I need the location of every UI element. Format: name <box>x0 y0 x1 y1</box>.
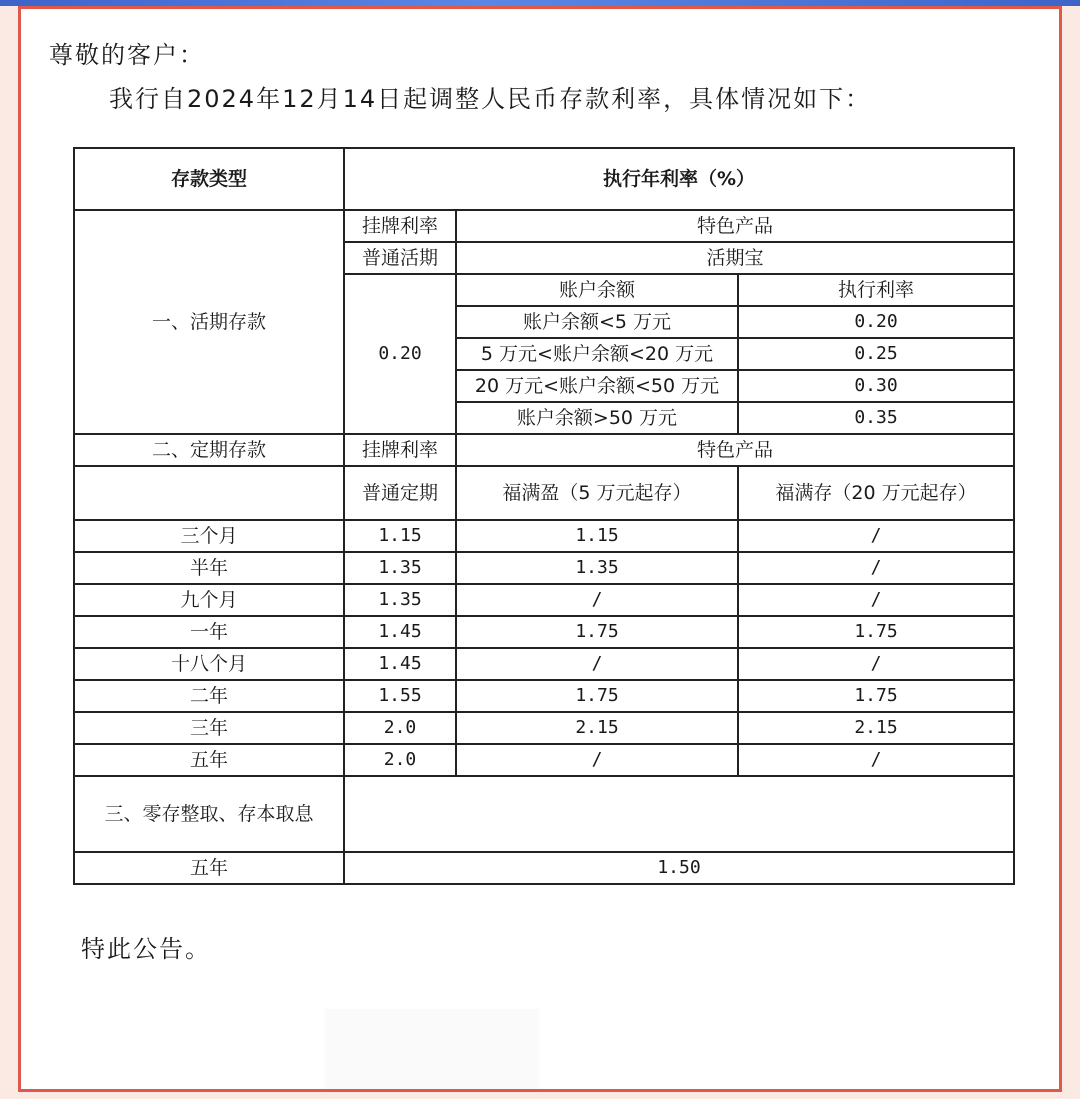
regular-rate: 2.0 <box>344 744 456 776</box>
demand-regular-label: 普通活期 <box>344 242 456 274</box>
greeting: 尊敬的客户： <box>49 41 205 69</box>
col-balance-header: 账户余额 <box>456 274 738 306</box>
table-row <box>74 584 1014 616</box>
tier-balance: 20 万元<账户余额<50 万元 <box>456 370 738 402</box>
table-header-row <box>74 148 1014 210</box>
demand-regular-rate: 0.20 <box>344 274 456 434</box>
closing-text: 特此公告。 <box>81 935 211 963</box>
empty-cell <box>344 776 1014 852</box>
demand-featured-label: 特色产品 <box>456 210 1014 242</box>
product2-rate: / <box>738 520 1014 552</box>
regular-rate: 1.35 <box>344 552 456 584</box>
installment-term: 五年 <box>74 852 344 884</box>
product2-rate: 1.75 <box>738 616 1014 648</box>
product1-rate: 1.15 <box>456 520 738 552</box>
tier-rate: 0.20 <box>738 306 1014 338</box>
fixed-listed-label: 挂牌利率 <box>344 434 456 466</box>
product2-rate: / <box>738 584 1014 616</box>
tier-balance: 账户余额<5 万元 <box>456 306 738 338</box>
product1-rate: / <box>456 648 738 680</box>
tier-balance: 账户余额>50 万元 <box>456 402 738 434</box>
fixed-product2-label: 福满存（20 万元起存） <box>738 466 1014 520</box>
regular-rate: 1.35 <box>344 584 456 616</box>
term-label: 三个月 <box>74 520 344 552</box>
term-label: 一年 <box>74 616 344 648</box>
tier-rate: 0.30 <box>738 370 1014 402</box>
table-row <box>74 776 1014 852</box>
product1-rate: 2.15 <box>456 712 738 744</box>
table-row <box>74 552 1014 584</box>
rate-table <box>73 147 1015 885</box>
header-annual-rate: 执行年利率（%） <box>344 148 1014 210</box>
faded-watermark <box>325 1009 539 1089</box>
regular-rate: 1.45 <box>344 616 456 648</box>
installment-label: 三、零存整取、存本取息 <box>74 776 344 852</box>
term-label: 二年 <box>74 680 344 712</box>
product1-rate: / <box>456 584 738 616</box>
term-label: 三年 <box>74 712 344 744</box>
table-row <box>74 648 1014 680</box>
table-row <box>74 852 1014 884</box>
installment-rate: 1.50 <box>344 852 1014 884</box>
product2-rate: / <box>738 744 1014 776</box>
regular-rate: 1.55 <box>344 680 456 712</box>
table-row <box>74 434 1014 466</box>
term-label: 五年 <box>74 744 344 776</box>
col-rate-header: 执行利率 <box>738 274 1014 306</box>
product1-rate: 1.35 <box>456 552 738 584</box>
header-deposit-type: 存款类型 <box>74 148 344 210</box>
regular-rate: 1.45 <box>344 648 456 680</box>
term-label: 十八个月 <box>74 648 344 680</box>
empty-cell <box>74 466 344 520</box>
tier-balance: 5 万元<账户余额<20 万元 <box>456 338 738 370</box>
tier-rate: 0.25 <box>738 338 1014 370</box>
demand-listed-label: 挂牌利率 <box>344 210 456 242</box>
regular-rate: 1.15 <box>344 520 456 552</box>
demand-product-name: 活期宝 <box>456 242 1014 274</box>
table-row <box>74 520 1014 552</box>
regular-rate: 2.0 <box>344 712 456 744</box>
product2-rate: 1.75 <box>738 680 1014 712</box>
table-row <box>74 680 1014 712</box>
product1-rate: 1.75 <box>456 680 738 712</box>
tier-rate: 0.35 <box>738 402 1014 434</box>
intro-text: 我行自2024年12月14日起调整人民币存款利率，具体情况如下： <box>109 85 872 113</box>
table-row <box>74 210 1014 242</box>
table-row <box>74 712 1014 744</box>
product1-rate: 1.75 <box>456 616 738 648</box>
product2-rate: 2.15 <box>738 712 1014 744</box>
table-row <box>74 466 1014 520</box>
demand-deposit-label: 一、活期存款 <box>74 210 344 434</box>
product2-rate: / <box>738 648 1014 680</box>
fixed-product1-label: 福满盈（5 万元起存） <box>456 466 738 520</box>
product1-rate: / <box>456 744 738 776</box>
table-row <box>74 616 1014 648</box>
term-label: 半年 <box>74 552 344 584</box>
fixed-deposit-label: 二、定期存款 <box>74 434 344 466</box>
product2-rate: / <box>738 552 1014 584</box>
fixed-regular-label: 普通定期 <box>344 466 456 520</box>
notice-frame <box>18 6 1062 1092</box>
fixed-featured-label: 特色产品 <box>456 434 1014 466</box>
table-row <box>74 744 1014 776</box>
term-label: 九个月 <box>74 584 344 616</box>
